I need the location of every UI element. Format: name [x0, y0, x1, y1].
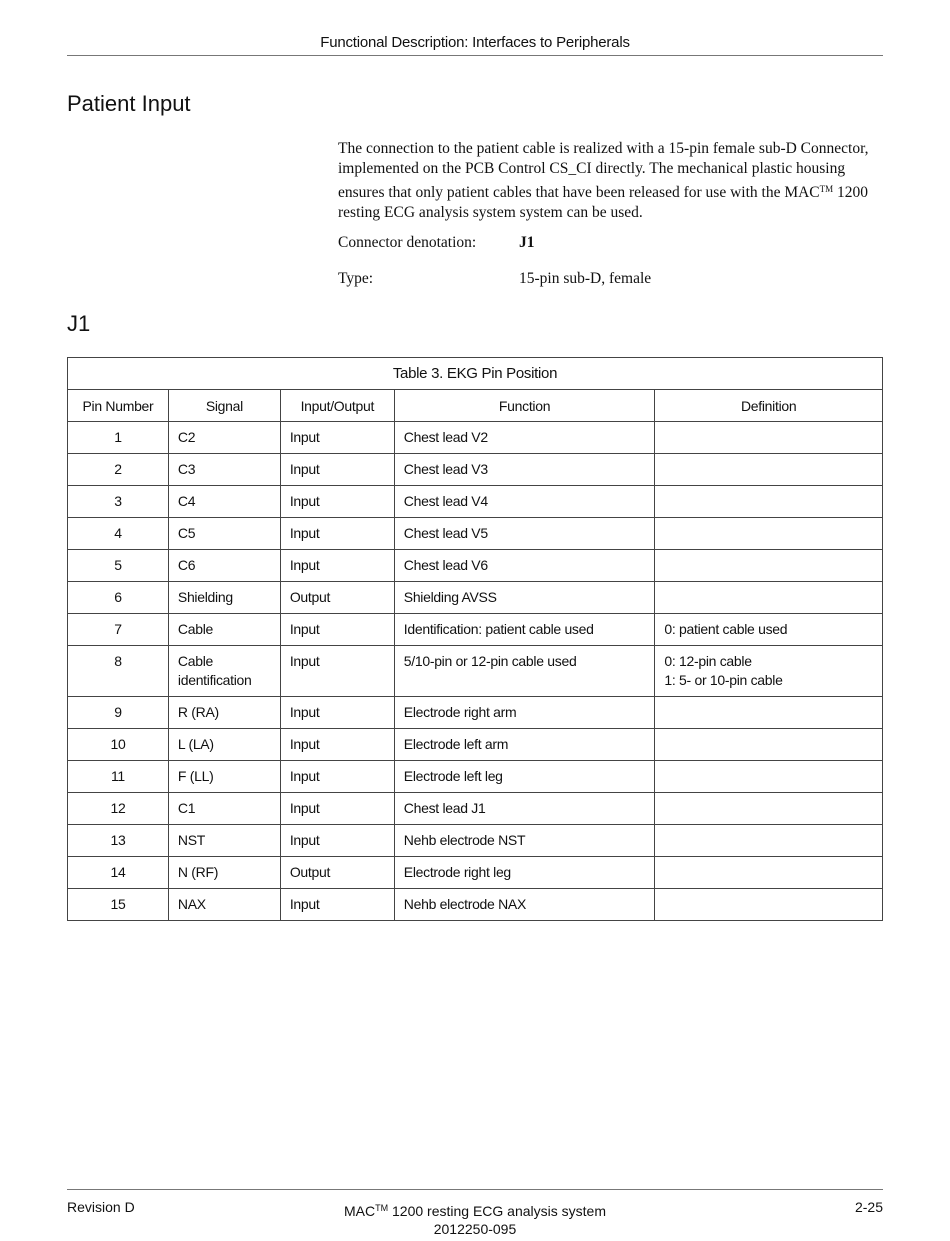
pin-number-cell: 6 — [68, 582, 169, 614]
definition-cell — [655, 454, 883, 486]
function-cell: Chest lead V6 — [394, 550, 655, 582]
signal-cell: Cable identification — [168, 646, 280, 697]
pin-number-cell: 10 — [68, 729, 169, 761]
function-cell: Chest lead J1 — [394, 793, 655, 825]
io-cell: Input — [280, 550, 394, 582]
signal-cell: F (LL) — [168, 761, 280, 793]
connector-type-row — [338, 270, 651, 288]
column-header-signal: Signal — [168, 390, 280, 422]
column-header-definition: Definition — [655, 390, 883, 422]
subsection-title: J1 — [67, 311, 91, 336]
table-row — [68, 550, 883, 582]
footer-product — [300, 1199, 650, 1238]
ekg-pin-table — [67, 357, 883, 921]
definition-cell — [655, 729, 883, 761]
io-cell: Input — [280, 793, 394, 825]
column-header-function: Function — [394, 390, 655, 422]
io-cell: Input — [280, 454, 394, 486]
definition-cell — [655, 697, 883, 729]
signal-cell: N (RF) — [168, 857, 280, 889]
function-cell: Shielding AVSS — [394, 582, 655, 614]
io-cell: Input — [280, 486, 394, 518]
signal-cell: NST — [168, 825, 280, 857]
footer-product-suffix: 1200 resting ECG analysis system — [388, 1203, 606, 1219]
pin-number-cell: 13 — [68, 825, 169, 857]
table-row — [68, 454, 883, 486]
function-cell: Chest lead V4 — [394, 486, 655, 518]
table-header-row — [68, 390, 883, 422]
footer-doc-number: 2012250-095 — [433, 1221, 517, 1237]
function-cell: Electrode left arm — [394, 729, 655, 761]
table-row — [68, 646, 883, 697]
definition-cell: 0: 12-pin cable 1: 5- or 10-pin cable — [655, 646, 883, 697]
function-cell: 5/10-pin or 12-pin cable used — [394, 646, 655, 697]
function-cell: Identification: patient cable used — [394, 614, 655, 646]
pin-number-cell: 11 — [68, 761, 169, 793]
io-cell: Input — [280, 825, 394, 857]
table-row — [68, 697, 883, 729]
table-row — [68, 889, 883, 921]
pin-number-cell: 14 — [68, 857, 169, 889]
intro-paragraph-text: The connection to the patient cable is realized with a 15-pin female sub-D Connector, implemented on the PCB Control CS_CI directly. The mechanical plastic housing ensures that only patient cables that have been released for use with the MAC — [338, 140, 869, 201]
table-row — [68, 422, 883, 454]
io-cell: Input — [280, 646, 394, 697]
pin-number-cell: 2 — [68, 454, 169, 486]
pin-number-cell: 12 — [68, 793, 169, 825]
signal-cell: C5 — [168, 518, 280, 550]
io-cell: Input — [280, 614, 394, 646]
definition-cell — [655, 793, 883, 825]
pin-number-cell: 9 — [68, 697, 169, 729]
column-header-pin: Pin Number — [68, 390, 169, 422]
intro-paragraph-text-end: 1200 resting ECG analysis system system can be used. — [338, 184, 869, 221]
table-body — [68, 422, 883, 921]
signal-cell: C4 — [168, 486, 280, 518]
table-row — [68, 857, 883, 889]
definition-cell — [655, 889, 883, 921]
signal-cell: NAX — [168, 889, 280, 921]
trademark-symbol: TM — [819, 184, 834, 194]
definition-cell — [655, 825, 883, 857]
table-row — [68, 486, 883, 518]
io-cell: Input — [280, 697, 394, 729]
pin-number-cell: 5 — [68, 550, 169, 582]
definition-cell — [655, 582, 883, 614]
table-row — [68, 761, 883, 793]
function-cell: Electrode right leg — [394, 857, 655, 889]
signal-cell: C1 — [168, 793, 280, 825]
io-cell: Input — [280, 889, 394, 921]
column-header-io: Input/Output — [280, 390, 394, 422]
table-caption: Table 3. EKG Pin Position — [67, 357, 883, 389]
function-cell: Chest lead V5 — [394, 518, 655, 550]
definition-cell — [655, 550, 883, 582]
signal-cell: Cable — [168, 614, 280, 646]
footer-page-number: 2-25 — [854, 1199, 883, 1215]
definition-cell — [655, 761, 883, 793]
io-cell: Input — [280, 761, 394, 793]
pin-number-cell: 4 — [68, 518, 169, 550]
connector-denotation-row — [338, 234, 535, 252]
section-title: Patient Input — [67, 91, 191, 116]
table-row — [68, 825, 883, 857]
footer-divider — [67, 1189, 883, 1190]
signal-cell: R (RA) — [168, 697, 280, 729]
function-cell: Nehb electrode NAX — [394, 889, 655, 921]
io-cell: Output — [280, 857, 394, 889]
connector-denotation-value: J1 — [519, 234, 535, 251]
function-cell: Chest lead V3 — [394, 454, 655, 486]
signal-cell: Shielding — [168, 582, 280, 614]
connector-type-label: Type: — [338, 270, 374, 287]
table-row — [68, 729, 883, 761]
definition-cell — [655, 857, 883, 889]
header-divider — [67, 55, 883, 56]
footer-revision: Revision D — [67, 1199, 135, 1215]
definition-cell: 0: patient cable used — [655, 614, 883, 646]
footer-trademark-symbol: TM — [375, 1203, 389, 1213]
function-cell: Electrode left leg — [394, 761, 655, 793]
footer-product-prefix: MAC — [344, 1203, 376, 1219]
table-row — [68, 582, 883, 614]
io-cell: Input — [280, 729, 394, 761]
signal-cell: C6 — [168, 550, 280, 582]
definition-cell — [655, 486, 883, 518]
function-cell: Nehb electrode NST — [394, 825, 655, 857]
function-cell: Chest lead V2 — [394, 422, 655, 454]
table-row — [68, 518, 883, 550]
intro-paragraph — [338, 139, 886, 223]
pin-number-cell: 1 — [68, 422, 169, 454]
pin-number-cell: 3 — [68, 486, 169, 518]
signal-cell: C2 — [168, 422, 280, 454]
io-cell: Output — [280, 582, 394, 614]
running-header: Functional Description: Interfaces to Peripherals — [320, 34, 630, 51]
io-cell: Input — [280, 518, 394, 550]
connector-denotation-label: Connector denotation: — [338, 234, 477, 251]
pin-number-cell: 15 — [68, 889, 169, 921]
signal-cell: L (LA) — [168, 729, 280, 761]
signal-cell: C3 — [168, 454, 280, 486]
table-row — [68, 793, 883, 825]
pin-number-cell: 8 — [68, 646, 169, 697]
definition-cell — [655, 422, 883, 454]
connector-type-value: 15-pin sub-D, female — [519, 270, 652, 287]
pin-number-cell: 7 — [68, 614, 169, 646]
io-cell: Input — [280, 422, 394, 454]
footer-product-name — [300, 1199, 650, 1220]
table-row — [68, 614, 883, 646]
function-cell: Electrode right arm — [394, 697, 655, 729]
definition-cell — [655, 518, 883, 550]
